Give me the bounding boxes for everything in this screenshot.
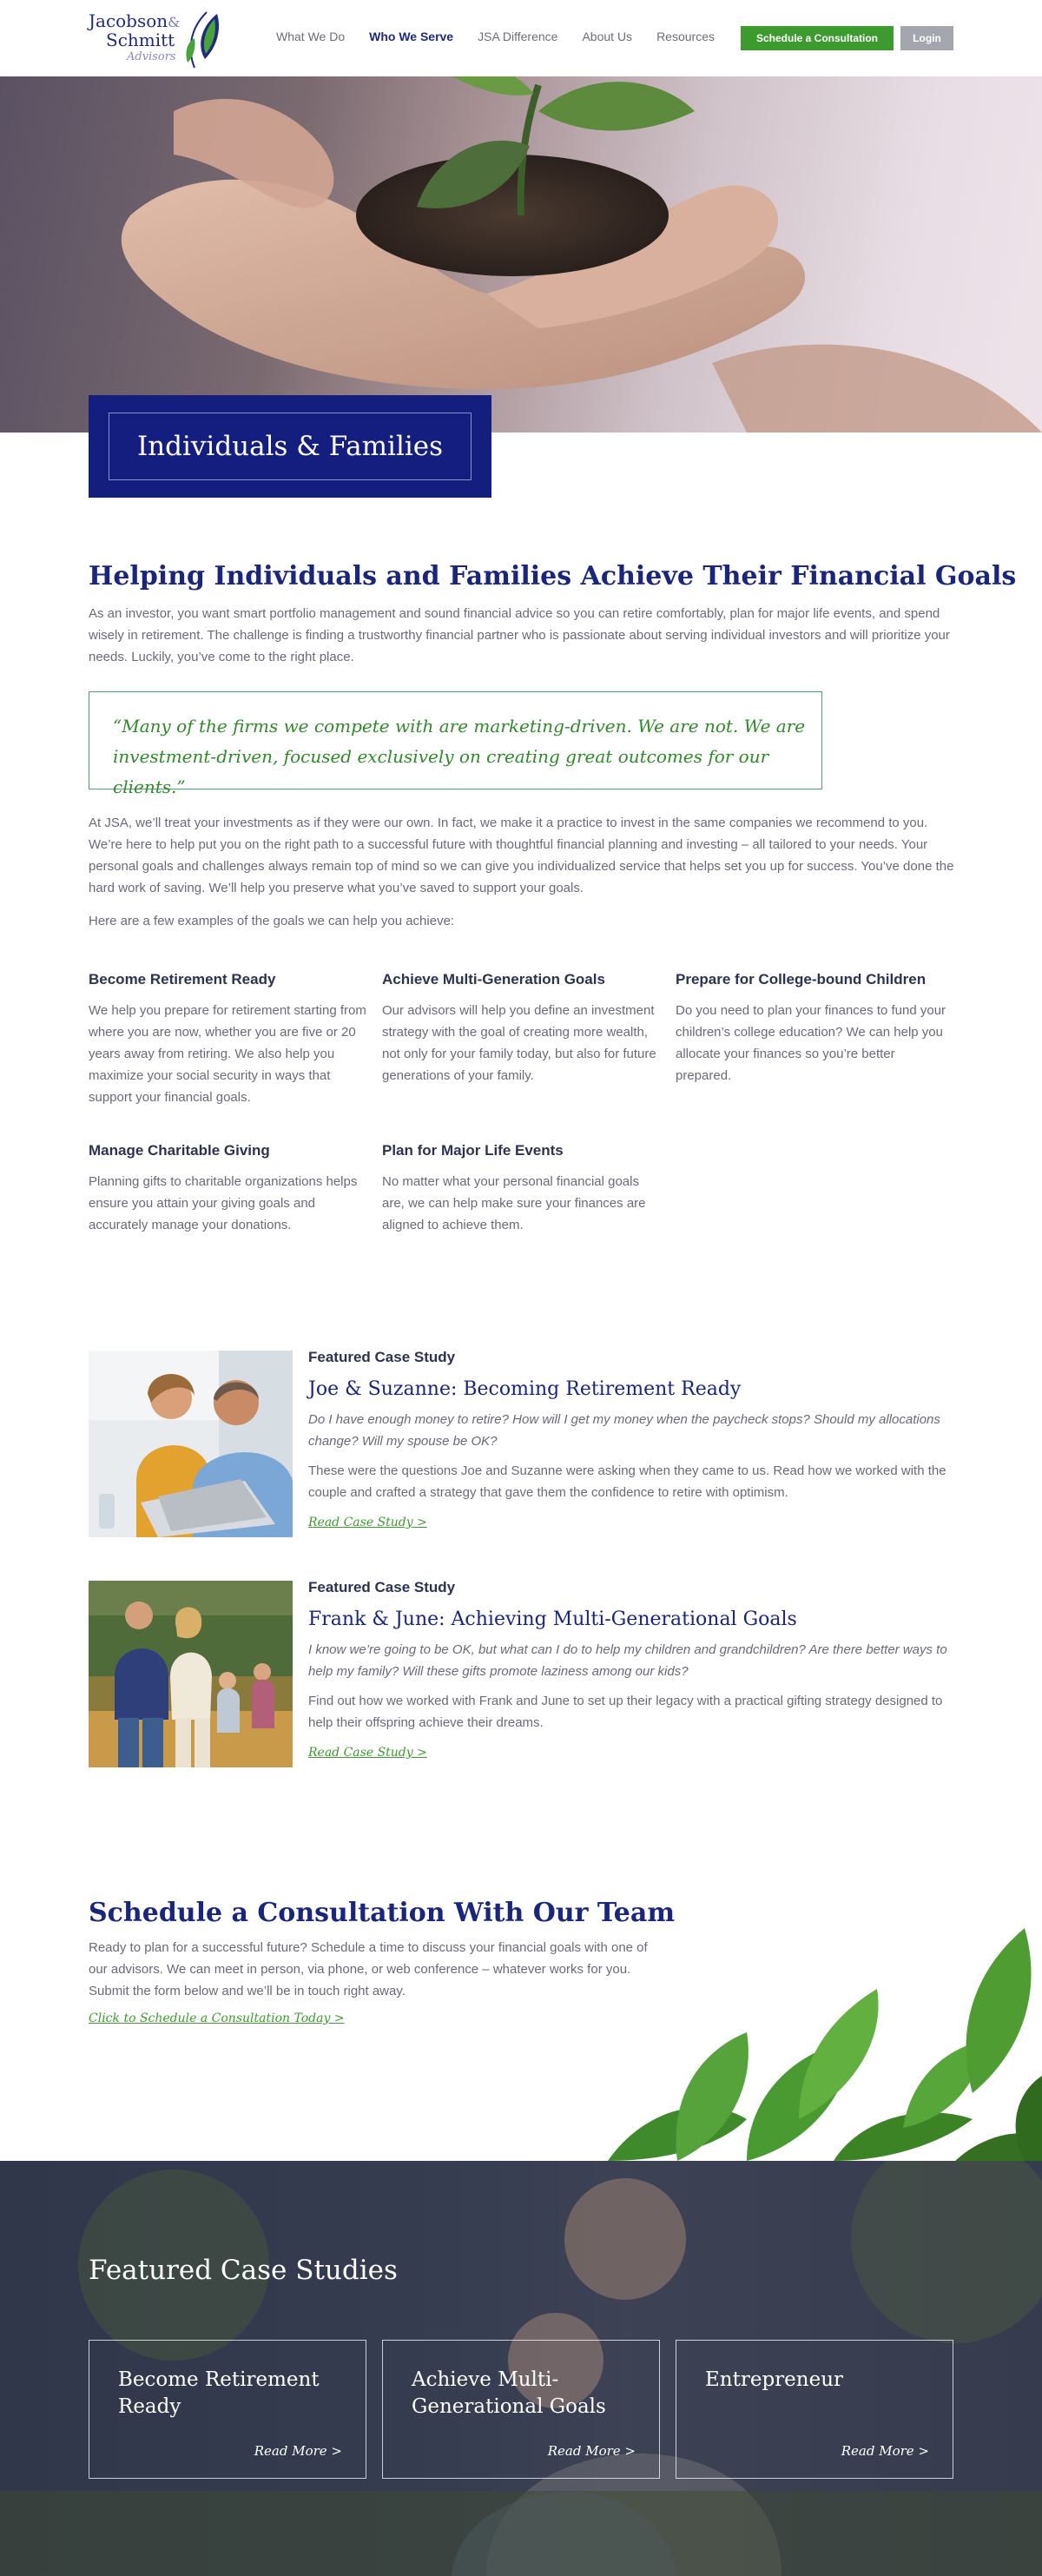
case-study-questions: Do I have enough money to retire? How will I get my money when the paycheck stops? Should my allocations change? Will my spouse be OK? xyxy=(308,1412,940,1449)
featured-heading: Featured Case Studies xyxy=(89,2255,398,2286)
featured-card-title: Entrepreneur xyxy=(705,2368,844,2391)
read-case-study-link[interactable]: Read Case Study > xyxy=(308,1516,427,1529)
nav-jsa-difference[interactable]: JSA Difference xyxy=(478,30,558,43)
couple-laptop-illustration xyxy=(89,1351,293,1537)
featured-card-title: Become Retirement Ready xyxy=(118,2368,320,2418)
family-walk-illustration xyxy=(89,1581,293,1767)
schedule-consultation-link[interactable]: Click to Schedule a Consultation Today > xyxy=(89,2011,345,2025)
intro-heading: Helping Individuals and Families Achieve Their Financial Goals xyxy=(89,561,1017,591)
goal-text: No matter what your personal financial goals are, we can help make sure your finances are aligned to achieve them. xyxy=(382,1174,646,1232)
read-more-link[interactable]: Read More > xyxy=(254,2443,342,2459)
goal-text: Our advisors will help you define an investment strategy with the goal of creating more wealth, not only for your family today, but also for future generations of your family. xyxy=(382,1003,656,1083)
case-study-title[interactable]: Frank & June: Achieving Multi-Generational Goals xyxy=(308,1608,797,1630)
case-study-questions: I know we’re going to be OK, but what can I do to help my children and grandchildren? Are there better ways to help my family? Will these gifts promote laziness among our kids? xyxy=(308,1642,947,1679)
quote-text: “Many of the firms we compete with are marketing-driven. We are not. We are investment-driven, focused exclusively on creating great outcomes for our clients.” xyxy=(113,716,806,797)
goal-text: We help you prepare for retirement starting from where you are now, whether you are five or 20 years away from retiring. We also help you maximize your social security in ways that support your financial goals. xyxy=(89,1003,366,1105)
logo-line-2: Schmitt xyxy=(106,30,175,50)
nav-who-we-serve[interactable]: Who We Serve xyxy=(369,30,454,43)
goals-lead: Here are a few examples of the goals we can help you achieve: xyxy=(89,914,455,928)
site-header xyxy=(0,0,1042,76)
logo-line-3: Advisors xyxy=(127,50,176,63)
case-study-photo-couple[interactable] xyxy=(89,1351,293,1537)
featured-card[interactable] xyxy=(676,2340,953,2479)
case-study-photo-family[interactable] xyxy=(89,1581,293,1767)
brand-logo[interactable] xyxy=(87,7,233,69)
hero-image xyxy=(0,76,1042,433)
case-study-eyebrow: Featured Case Study xyxy=(308,1349,456,1365)
read-case-study-link[interactable]: Read Case Study > xyxy=(308,1746,427,1760)
read-more-link[interactable]: Read More > xyxy=(547,2443,636,2459)
main-nav xyxy=(276,30,739,43)
leaf-logo-icon xyxy=(182,7,228,69)
case-study-title[interactable]: Joe & Suzanne: Becoming Retirement Ready xyxy=(308,1378,742,1400)
nav-about-us[interactable]: About Us xyxy=(582,30,633,43)
nav-what-we-do[interactable]: What We Do xyxy=(276,30,346,43)
consult-text: Ready to plan for a successful future? Schedule a time to discuss your financial goals with one of our advisors. We can meet in person, via phone, or web conference – whatever works for you. Submit the form below and we’ll be in touch right away. xyxy=(89,1940,648,1998)
goal-text: Planning gifts to charitable organizations helps ensure you attain your giving goals and accurately manage your donations. xyxy=(89,1174,358,1232)
read-more-link[interactable]: Read More > xyxy=(841,2443,929,2459)
schedule-consultation-button[interactable]: Schedule a Consultation xyxy=(741,26,894,50)
page-title-frame xyxy=(109,413,472,480)
hands-plant-illustration xyxy=(0,76,1042,433)
featured-card[interactable] xyxy=(89,2340,366,2479)
goal-title: Prepare for College-bound Children xyxy=(676,971,927,987)
case-study-summary: Find out how we worked with Frank and June to set up their legacy with a practical gifting strategy designed to help their offspring achieve their dreams. xyxy=(308,1694,943,1730)
intro-paragraph-2: At JSA, we’ll treat your investments as if they were our own. In fact, we make it a practice to invest in the same companies we recommend to you. We’re here to help put you on the right path to a successful future with thoughtful financial planning and investing – all tailored to your needs. Your personal goals and challenges always remain top of mind so we can give you individualized service that helps set you up for success. You’ve done the hard work of saving. We’ll help you preserve what you’ve saved to support your goals. xyxy=(89,816,954,895)
page-title: Individuals & Families xyxy=(136,431,444,462)
case-study-summary: These were the questions Joe and Suzanne were asking when they came to us. Read how we worked with the couple and crafted a strategy that gave them the confidence to retire with optimism. xyxy=(308,1463,946,1500)
featured-card-title: Achieve Multi-Generational Goals xyxy=(412,2368,606,2418)
logo-line-1: Jacobson& xyxy=(89,10,181,31)
goal-title: Manage Charitable Giving xyxy=(89,1142,270,1159)
goal-text: Do you need to plan your finances to fund your children’s college education? We can help you allocate your finances so you’re better prepared. xyxy=(676,1003,946,1083)
featured-card[interactable] xyxy=(382,2340,660,2479)
nav-resources[interactable]: Resources xyxy=(656,30,715,43)
case-study-eyebrow: Featured Case Study xyxy=(308,1579,456,1595)
login-button[interactable]: Login xyxy=(900,26,953,50)
goal-title: Become Retirement Ready xyxy=(89,971,276,987)
goal-title: Plan for Major Life Events xyxy=(382,1142,564,1159)
consult-heading: Schedule a Consultation With Our Team xyxy=(89,1898,676,1928)
intro-paragraph: As an investor, you want smart portfolio management and sound financial advice so you can retire comfortably, plan for major life events, and spend wisely in retirement. The challenge is finding a trustworthy financial partner who is passionate about serving individual investors and will prioritize your needs. Luckily, you’ve come to the right place. xyxy=(89,606,950,664)
quote-box xyxy=(89,691,822,797)
goal-title: Achieve Multi-Generation Goals xyxy=(382,971,605,987)
page-title-box xyxy=(89,395,491,498)
